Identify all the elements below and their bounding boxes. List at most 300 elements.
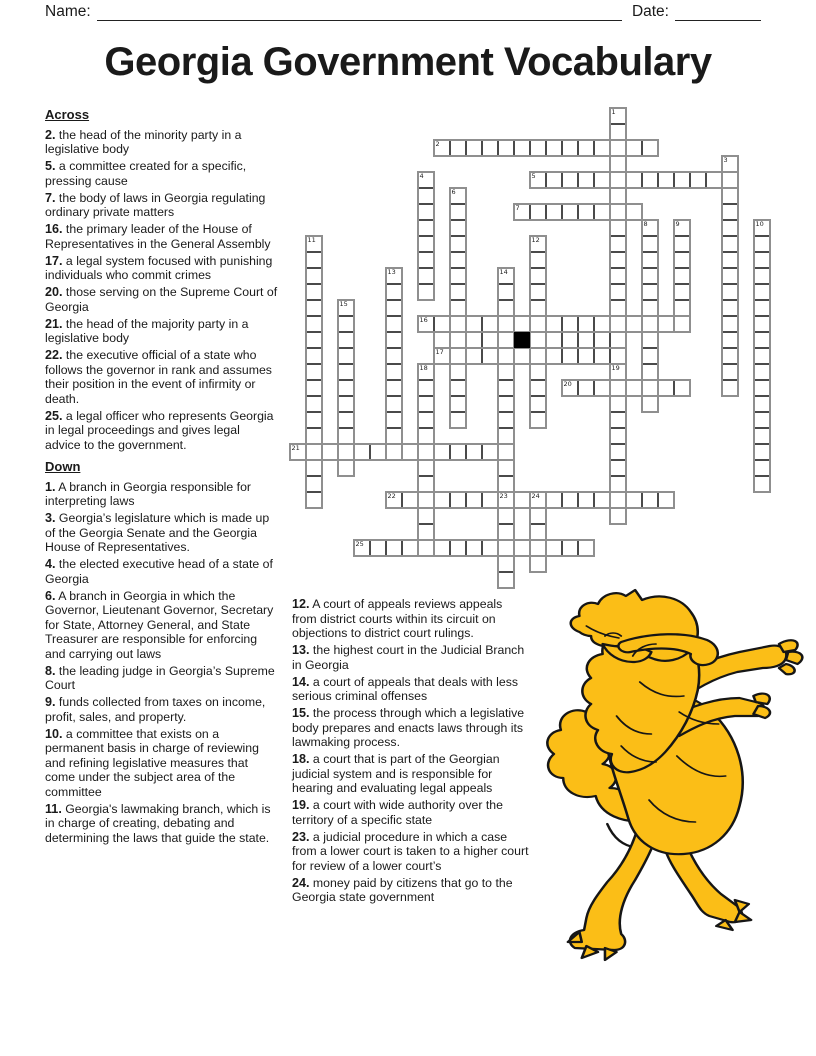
grid-cell[interactable]: [610, 300, 626, 316]
grid-cell[interactable]: [482, 444, 498, 460]
grid-cell[interactable]: [418, 524, 434, 540]
grid-cell[interactable]: [386, 396, 402, 412]
grid-cell[interactable]: [386, 284, 402, 300]
grid-cell[interactable]: [450, 332, 466, 348]
grid-cell[interactable]: [610, 412, 626, 428]
grid-cell[interactable]: [418, 364, 434, 380]
grid-cell[interactable]: [514, 316, 530, 332]
grid-cell[interactable]: [594, 140, 610, 156]
grid-cell[interactable]: [498, 332, 514, 348]
grid-cell[interactable]: [482, 316, 498, 332]
grid-cell[interactable]: [642, 380, 658, 396]
grid-cell[interactable]: [418, 396, 434, 412]
grid-cell[interactable]: [642, 236, 658, 252]
grid-cell[interactable]: [338, 412, 354, 428]
grid-cell[interactable]: [530, 204, 546, 220]
grid-cell[interactable]: [642, 220, 658, 236]
grid-cell[interactable]: [498, 476, 514, 492]
grid-cell[interactable]: [418, 252, 434, 268]
grid-cell[interactable]: [514, 332, 530, 348]
grid-cell[interactable]: [610, 460, 626, 476]
grid-cell[interactable]: [706, 172, 722, 188]
grid-cell[interactable]: [754, 220, 770, 236]
grid-cell[interactable]: [498, 396, 514, 412]
grid-cell[interactable]: [450, 220, 466, 236]
grid-cell[interactable]: [386, 492, 402, 508]
grid-cell[interactable]: [306, 444, 322, 460]
grid-cell[interactable]: [498, 524, 514, 540]
grid-cell[interactable]: [674, 252, 690, 268]
grid-cell[interactable]: [610, 284, 626, 300]
grid-cell[interactable]: [578, 140, 594, 156]
grid-cell[interactable]: [578, 380, 594, 396]
grid-cell[interactable]: [610, 428, 626, 444]
grid-cell[interactable]: [530, 348, 546, 364]
grid-cell[interactable]: [306, 412, 322, 428]
grid-cell[interactable]: [562, 140, 578, 156]
grid-cell[interactable]: [530, 524, 546, 540]
grid-cell[interactable]: [306, 236, 322, 252]
grid-cell[interactable]: [594, 204, 610, 220]
grid-cell[interactable]: [642, 492, 658, 508]
grid-cell[interactable]: [386, 380, 402, 396]
grid-cell[interactable]: [514, 140, 530, 156]
grid-cell[interactable]: [530, 540, 546, 556]
grid-cell[interactable]: [610, 172, 626, 188]
grid-cell[interactable]: [722, 252, 738, 268]
grid-cell[interactable]: [386, 332, 402, 348]
grid-cell[interactable]: [594, 348, 610, 364]
grid-cell[interactable]: [434, 540, 450, 556]
grid-cell[interactable]: [594, 332, 610, 348]
grid-cell[interactable]: [338, 348, 354, 364]
grid-cell[interactable]: [642, 252, 658, 268]
grid-cell[interactable]: [466, 316, 482, 332]
grid-cell[interactable]: [338, 460, 354, 476]
grid-cell[interactable]: [610, 316, 626, 332]
grid-cell[interactable]: [626, 380, 642, 396]
grid-cell[interactable]: [498, 268, 514, 284]
grid-cell[interactable]: [418, 316, 434, 332]
grid-cell[interactable]: [498, 492, 514, 508]
grid-cell[interactable]: [418, 236, 434, 252]
grid-cell[interactable]: [594, 172, 610, 188]
grid-cell[interactable]: [386, 348, 402, 364]
grid-cell[interactable]: [546, 140, 562, 156]
grid-cell[interactable]: [434, 492, 450, 508]
grid-cell[interactable]: [594, 316, 610, 332]
grid-cell[interactable]: [610, 476, 626, 492]
grid-cell[interactable]: [562, 380, 578, 396]
grid-cell[interactable]: [610, 508, 626, 524]
grid-cell[interactable]: [754, 380, 770, 396]
grid-cell[interactable]: [306, 332, 322, 348]
name-input-line[interactable]: [97, 3, 622, 21]
grid-cell[interactable]: [418, 220, 434, 236]
grid-cell[interactable]: [418, 380, 434, 396]
grid-cell[interactable]: [754, 396, 770, 412]
grid-cell[interactable]: [658, 316, 674, 332]
grid-cell[interactable]: [466, 444, 482, 460]
grid-cell[interactable]: [338, 380, 354, 396]
grid-cell[interactable]: [754, 236, 770, 252]
grid-cell[interactable]: [530, 236, 546, 252]
grid-cell[interactable]: [306, 428, 322, 444]
grid-cell[interactable]: [530, 140, 546, 156]
grid-cell[interactable]: [418, 460, 434, 476]
grid-cell[interactable]: [530, 252, 546, 268]
grid-cell[interactable]: [610, 444, 626, 460]
grid-cell[interactable]: [418, 476, 434, 492]
date-label: Date:: [631, 3, 669, 20]
grid-cell[interactable]: [498, 364, 514, 380]
grid-cell[interactable]: [578, 332, 594, 348]
grid-cell[interactable]: [498, 412, 514, 428]
grid-cell[interactable]: [530, 172, 546, 188]
grid-cell[interactable]: [546, 316, 562, 332]
grid-cell[interactable]: [354, 444, 370, 460]
grid-cell[interactable]: [530, 284, 546, 300]
grid-cell[interactable]: [498, 428, 514, 444]
grid-cell[interactable]: [562, 204, 578, 220]
grid-cell[interactable]: [498, 556, 514, 572]
grid-cell[interactable]: [754, 300, 770, 316]
grid-cell[interactable]: [642, 364, 658, 380]
grid-cell[interactable]: [642, 348, 658, 364]
grid-cell[interactable]: [722, 348, 738, 364]
grid-cell[interactable]: [594, 492, 610, 508]
grid-number: 17: [435, 348, 444, 356]
grid-cell[interactable]: [722, 300, 738, 316]
grid-cell[interactable]: [642, 300, 658, 316]
clue-down-18: 18. a court that is part of the Georgian judicial system and is responsible for hearing and evaluating legal appeals: [292, 752, 500, 795]
grid-cell[interactable]: [610, 364, 626, 380]
grid-cell[interactable]: [514, 540, 530, 556]
grid-cell[interactable]: [434, 444, 450, 460]
grid-cell[interactable]: [306, 396, 322, 412]
grid-cell[interactable]: [450, 540, 466, 556]
grid-cell[interactable]: [674, 172, 690, 188]
grid-cell[interactable]: [578, 540, 594, 556]
grid-cell[interactable]: [498, 540, 514, 556]
grid-cell[interactable]: [610, 348, 626, 364]
grid-cell[interactable]: [418, 188, 434, 204]
grid-cell[interactable]: [482, 540, 498, 556]
grid-cell[interactable]: [578, 204, 594, 220]
grid-cell[interactable]: [466, 332, 482, 348]
grid-cell[interactable]: [754, 412, 770, 428]
grid-cell[interactable]: [658, 492, 674, 508]
grid-cell[interactable]: [450, 364, 466, 380]
grid-cell[interactable]: [466, 492, 482, 508]
grid-cell[interactable]: [338, 332, 354, 348]
grid-cell[interactable]: [530, 268, 546, 284]
grid-cell[interactable]: [610, 380, 626, 396]
grid-cell[interactable]: [722, 156, 738, 172]
grid-cell[interactable]: [418, 492, 434, 508]
grid-cell[interactable]: [498, 348, 514, 364]
grid-cell[interactable]: [306, 284, 322, 300]
grid-cell[interactable]: [642, 396, 658, 412]
grid-cell[interactable]: [306, 268, 322, 284]
grid-cell[interactable]: [354, 540, 370, 556]
grid-cell[interactable]: [658, 380, 674, 396]
grid-cell[interactable]: [450, 396, 466, 412]
grid-cell[interactable]: [338, 300, 354, 316]
grid-cell[interactable]: [642, 316, 658, 332]
grid-cell[interactable]: [562, 540, 578, 556]
grid-cell[interactable]: [498, 140, 514, 156]
grid-cell[interactable]: [642, 268, 658, 284]
grid-cell[interactable]: [450, 348, 466, 364]
grid-cell[interactable]: [722, 204, 738, 220]
grid-cell[interactable]: [434, 316, 450, 332]
grid-cell[interactable]: [418, 412, 434, 428]
grid-cell[interactable]: [498, 316, 514, 332]
grid-cell[interactable]: [370, 444, 386, 460]
lion-hind-leg-right: [665, 844, 742, 922]
grid-cell[interactable]: [386, 412, 402, 428]
grid-cell[interactable]: [610, 204, 626, 220]
grid-cell[interactable]: [306, 252, 322, 268]
grid-cell[interactable]: [626, 316, 642, 332]
grid-cell[interactable]: [498, 508, 514, 524]
grid-cell[interactable]: [546, 540, 562, 556]
grid-cell[interactable]: [450, 316, 466, 332]
grid-cell[interactable]: [306, 460, 322, 476]
grid-cell[interactable]: [610, 156, 626, 172]
grid-cell[interactable]: [562, 332, 578, 348]
grid-cell[interactable]: [690, 172, 706, 188]
grid-cell[interactable]: [370, 540, 386, 556]
grid-cell[interactable]: [498, 284, 514, 300]
grid-cell[interactable]: [722, 284, 738, 300]
grid-cell[interactable]: [450, 204, 466, 220]
grid-cell[interactable]: [754, 444, 770, 460]
grid-cell[interactable]: [578, 348, 594, 364]
grid-cell[interactable]: [466, 140, 482, 156]
grid-number: 3: [723, 156, 728, 164]
grid-cell[interactable]: [642, 172, 658, 188]
name-label: Name:: [45, 3, 91, 20]
grid-cell[interactable]: [578, 492, 594, 508]
grid-cell[interactable]: [754, 476, 770, 492]
grid-cell[interactable]: [610, 252, 626, 268]
grid-cell[interactable]: [674, 236, 690, 252]
grid-cell[interactable]: [642, 332, 658, 348]
grid-cell[interactable]: [338, 364, 354, 380]
grid-cell[interactable]: [530, 316, 546, 332]
grid-cell[interactable]: [594, 380, 610, 396]
grid-cell[interactable]: [338, 396, 354, 412]
grid-cell[interactable]: [610, 124, 626, 140]
grid-cell[interactable]: [546, 332, 562, 348]
grid-cell[interactable]: [674, 284, 690, 300]
grid-cell[interactable]: [402, 540, 418, 556]
grid-cell[interactable]: [610, 268, 626, 284]
grid-cell[interactable]: [754, 428, 770, 444]
grid-cell[interactable]: [402, 492, 418, 508]
grid-cell[interactable]: [450, 140, 466, 156]
grid-cell[interactable]: [578, 316, 594, 332]
grid-cell[interactable]: [754, 316, 770, 332]
grid-cell[interactable]: [674, 268, 690, 284]
grid-cell[interactable]: [610, 188, 626, 204]
grid-cell[interactable]: [418, 444, 434, 460]
grid-cell[interactable]: [418, 268, 434, 284]
grid-cell[interactable]: [754, 268, 770, 284]
grid-cell[interactable]: [546, 492, 562, 508]
grid-cell[interactable]: [530, 364, 546, 380]
grid-cell[interactable]: [418, 508, 434, 524]
grid-cell[interactable]: [626, 204, 642, 220]
grid-cell[interactable]: [754, 284, 770, 300]
grid-cell[interactable]: [450, 412, 466, 428]
grid-cell[interactable]: [610, 140, 626, 156]
grid-cell[interactable]: [562, 172, 578, 188]
grid-cell[interactable]: [754, 364, 770, 380]
grid-cell[interactable]: [306, 300, 322, 316]
grid-cell[interactable]: [722, 172, 738, 188]
grid-cell[interactable]: [386, 316, 402, 332]
grid-cell[interactable]: [722, 316, 738, 332]
grid-cell[interactable]: [322, 444, 338, 460]
grid-cell[interactable]: [530, 412, 546, 428]
grid-cell[interactable]: [482, 140, 498, 156]
grid-cell[interactable]: [626, 492, 642, 508]
grid-cell[interactable]: [722, 332, 738, 348]
grid-cell[interactable]: [562, 492, 578, 508]
grid-cell[interactable]: [418, 204, 434, 220]
grid-cell[interactable]: [386, 268, 402, 284]
grid-cell[interactable]: [290, 444, 306, 460]
grid-cell[interactable]: [450, 300, 466, 316]
grid-cell[interactable]: [610, 396, 626, 412]
grid-cell[interactable]: [306, 348, 322, 364]
down-heading: Down: [45, 459, 81, 474]
grid-cell[interactable]: [482, 332, 498, 348]
grid-cell[interactable]: [642, 284, 658, 300]
grid-cell[interactable]: [434, 140, 450, 156]
grid-cell[interactable]: [674, 300, 690, 316]
grid-cell[interactable]: [530, 508, 546, 524]
grid-cell[interactable]: [498, 460, 514, 476]
grid-cell[interactable]: [418, 172, 434, 188]
grid-cell[interactable]: [530, 556, 546, 572]
grid-cell[interactable]: [546, 348, 562, 364]
grid-cell[interactable]: [482, 492, 498, 508]
grid-cell[interactable]: [338, 444, 354, 460]
grid-cell[interactable]: [754, 460, 770, 476]
grid-cell[interactable]: [610, 332, 626, 348]
grid-cell[interactable]: [306, 380, 322, 396]
date-input-line[interactable]: [675, 3, 761, 21]
grid-cell[interactable]: [530, 396, 546, 412]
grid-cell[interactable]: [450, 284, 466, 300]
grid-cell[interactable]: [722, 268, 738, 284]
grid-cell[interactable]: [386, 428, 402, 444]
grid-cell[interactable]: [450, 188, 466, 204]
grid-cell[interactable]: [450, 492, 466, 508]
grid-cell[interactable]: [386, 444, 402, 460]
grid-cell[interactable]: [450, 380, 466, 396]
grid-cell[interactable]: [306, 492, 322, 508]
grid-cell[interactable]: [610, 492, 626, 508]
grid-cell[interactable]: [434, 332, 450, 348]
grid-cell[interactable]: [418, 428, 434, 444]
grid-cell[interactable]: [306, 364, 322, 380]
grid-cell[interactable]: [498, 572, 514, 588]
grid-cell[interactable]: [610, 108, 626, 124]
grid-cell[interactable]: [578, 172, 594, 188]
grid-cell[interactable]: [514, 348, 530, 364]
grid-cell[interactable]: [674, 316, 690, 332]
grid-cell[interactable]: [562, 348, 578, 364]
grid-cell[interactable]: [626, 140, 642, 156]
grid-cell[interactable]: [530, 332, 546, 348]
grid-cell[interactable]: [386, 540, 402, 556]
grid-cell[interactable]: [482, 348, 498, 364]
grid-cell[interactable]: [546, 204, 562, 220]
grid-cell[interactable]: [754, 252, 770, 268]
grid-cell[interactable]: [722, 380, 738, 396]
grid-cell[interactable]: [562, 316, 578, 332]
grid-cell[interactable]: [642, 140, 658, 156]
grid-cell[interactable]: [450, 252, 466, 268]
grid-cell[interactable]: [722, 188, 738, 204]
grid-cell[interactable]: [546, 172, 562, 188]
grid-cell[interactable]: [626, 172, 642, 188]
grid-number: 11: [307, 236, 316, 244]
grid-cell[interactable]: [450, 444, 466, 460]
grid-cell[interactable]: [338, 428, 354, 444]
grid-cell[interactable]: [402, 444, 418, 460]
grid-cell[interactable]: [498, 444, 514, 460]
grid-cell[interactable]: [610, 220, 626, 236]
grid-cell[interactable]: [754, 332, 770, 348]
grid-cell[interactable]: [386, 364, 402, 380]
grid-cell[interactable]: [498, 380, 514, 396]
grid-cell[interactable]: [434, 348, 450, 364]
grid-cell[interactable]: [658, 172, 674, 188]
grid-cell[interactable]: [610, 236, 626, 252]
grid-cell[interactable]: [450, 236, 466, 252]
grid-cell[interactable]: [514, 204, 530, 220]
grid-cell[interactable]: [450, 268, 466, 284]
grid-cell[interactable]: [722, 364, 738, 380]
grid-cell[interactable]: [722, 220, 738, 236]
grid-cell[interactable]: [530, 492, 546, 508]
grid-cell[interactable]: [530, 300, 546, 316]
grid-cell[interactable]: [530, 380, 546, 396]
clue-down-15: 15. the process through which a legislative body prepares and enacts laws through its lawmaking process.: [292, 706, 525, 749]
grid-cell[interactable]: [386, 300, 402, 316]
grid-cell[interactable]: [754, 348, 770, 364]
grid-cell[interactable]: [466, 348, 482, 364]
grid-cell[interactable]: [674, 220, 690, 236]
grid-cell[interactable]: [514, 492, 530, 508]
grid-cell[interactable]: [498, 300, 514, 316]
grid-cell[interactable]: [674, 380, 690, 396]
grid-cell[interactable]: [306, 476, 322, 492]
grid-cell[interactable]: [306, 316, 322, 332]
grid-cell[interactable]: [722, 236, 738, 252]
grid-cell[interactable]: [338, 316, 354, 332]
grid-cell[interactable]: [418, 284, 434, 300]
grid-cell[interactable]: [418, 540, 434, 556]
grid-cell[interactable]: [466, 540, 482, 556]
clue-column-left: [45, 108, 278, 848]
